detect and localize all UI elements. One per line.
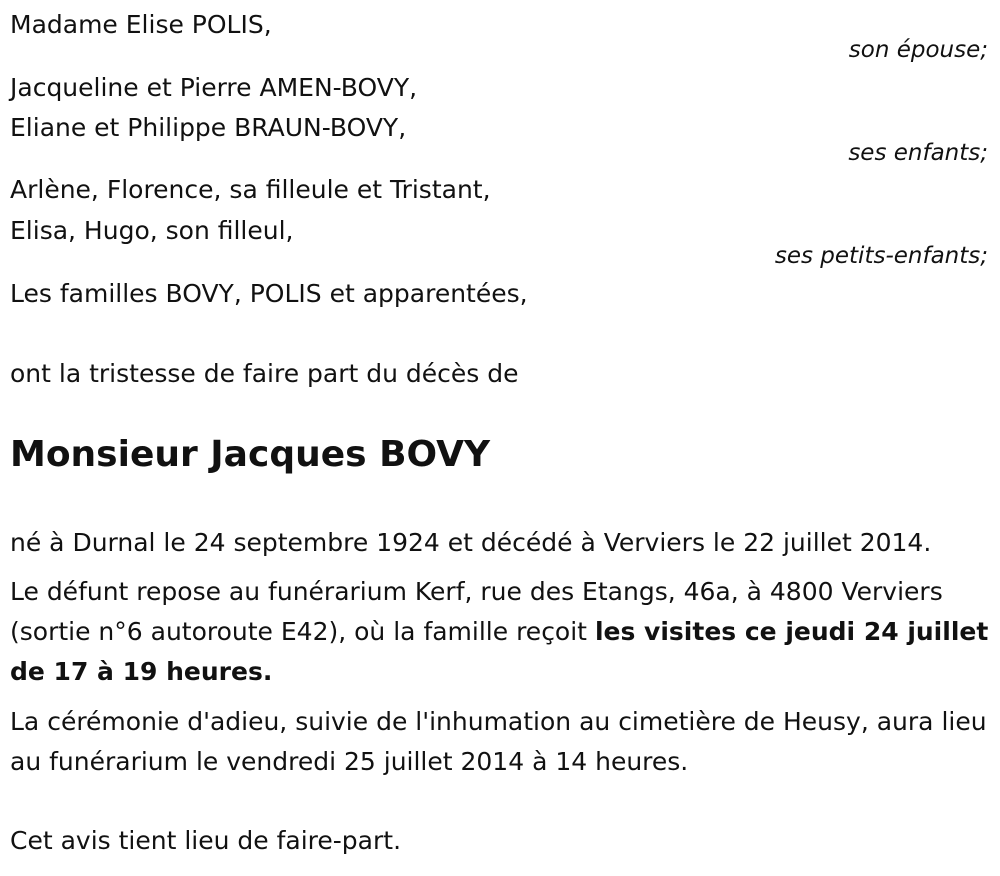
ceremony-paragraph: La cérémonie d'adieu, suivie de l'inhumation au cimetière de Heusy, aura lieu au funérarium le vendredi 25 juillet 2014 à 14 heures. [10, 707, 987, 776]
closing-text: Cet avis tient lieu de faire-part. [10, 826, 402, 855]
grandchild-2: Elisa, Hugo, son filleul, [10, 216, 294, 245]
spouse-role: son épouse; [848, 37, 988, 63]
child-1: Jacqueline et Pierre AMEN-BOVY, [10, 73, 418, 102]
visitation-hours: les visites ce jeudi 24 juillet de 17 à 19 heures. [10, 617, 989, 686]
grandchild-1: Arlène, Florence, sa filleule et Tristant, [10, 175, 491, 204]
announcement-text: ont la tristesse de faire part du décès de [10, 359, 519, 388]
grandchildren-role: ses petits-enfants; [774, 243, 988, 269]
child-2: Eliane et Philippe BRAUN-BOVY, [10, 113, 407, 142]
birth-death-text: né à Durnal le 24 septembre 1924 et décédé à Verviers le 22 juillet 2014. [10, 528, 932, 557]
deceased-name: Monsieur Jacques BOVY [10, 434, 491, 475]
children-role: ses enfants; [848, 140, 988, 166]
spouse-name: Madame Elise POLIS, [10, 10, 272, 39]
extended-families: Les familles BOVY, POLIS et apparentées, [10, 279, 528, 308]
visitation-paragraph [10, 572, 990, 692]
visitation-text: Le défunt repose au funérarium Kerf, rue des Etangs, 46a, à 4800 Verviers (sortie n°6 autoroute E42), où la famille reçoit [10, 577, 943, 646]
